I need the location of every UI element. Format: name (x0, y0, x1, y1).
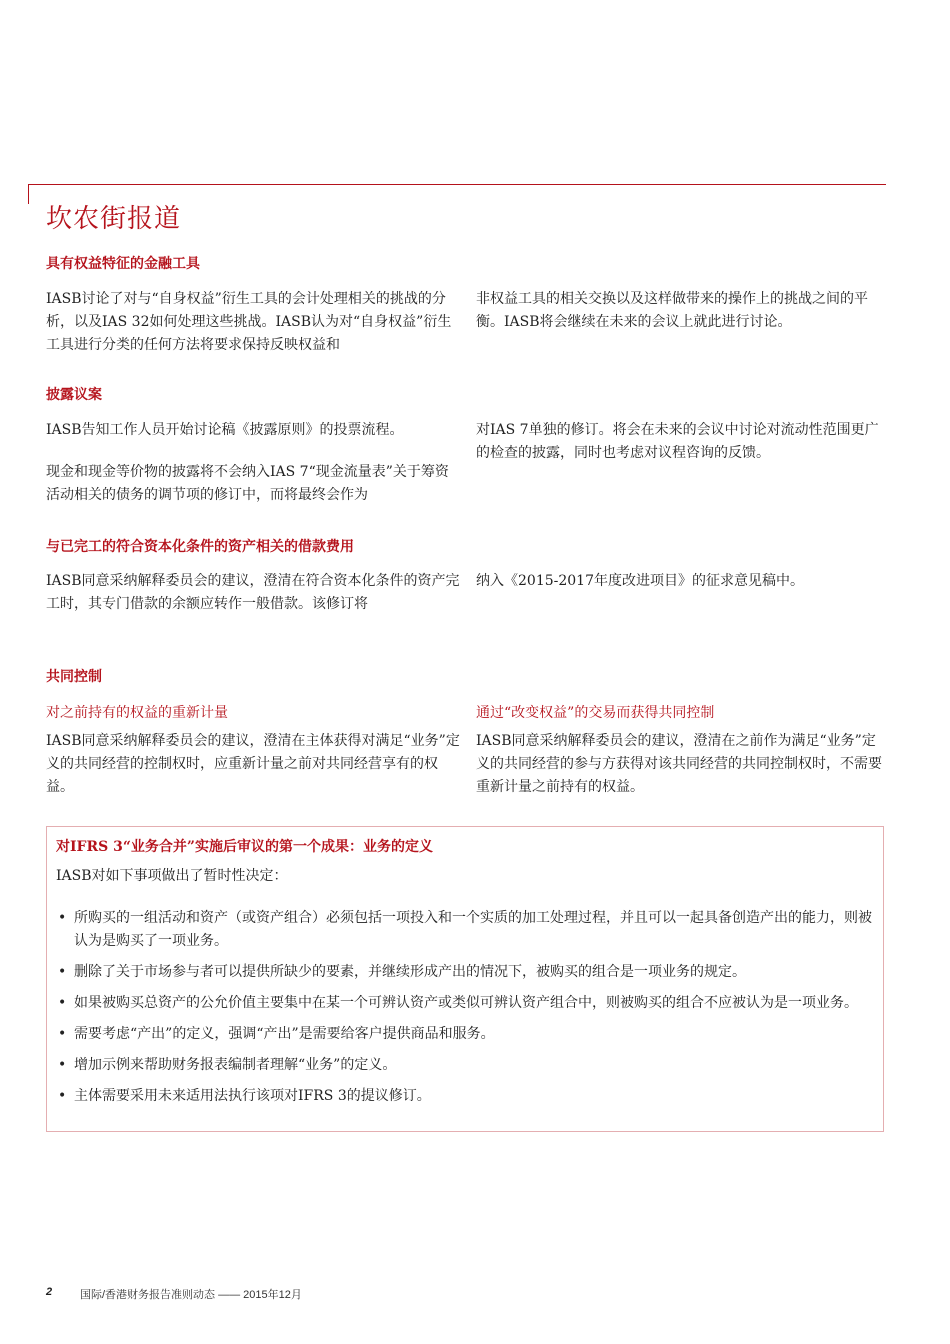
header-rule (28, 184, 886, 185)
joint-left-subheading: 对之前持有的权益的重新计量 (46, 705, 228, 721)
list-item: • 主体需要采用未来适用法执行该项对IFRS 3的提议修订。 (56, 1085, 874, 1108)
disclosure-right-text: 对IAS 7单独的修订。将会在未来的会议中讨论对流动性范围更广的检查的披露，同时也考虑对议程咨询的反馈。 (476, 422, 879, 461)
bullet-icon: • (58, 1026, 67, 1042)
list-item: • 如果被购买总资产的公允价值主要集中在某一个可辨认资产或类似可辨认资产组合中，则被购买的组合不应被认为是一项业务。 (56, 992, 874, 1015)
page-number: 2 (46, 1286, 53, 1298)
disclosure-left-p1: IASB告知工作人员开始讨论稿《披露原则》的投票流程。 (46, 422, 404, 438)
list-item: • 增加示例来帮助财务报表编制者理解“业务”的定义。 (56, 1054, 874, 1077)
borrowing-left-text: IASB同意采纳解释委员会的建议，澄清在符合资本化条件的资产完工时，其专门借款的余额应转作一般借款。该修订将 (46, 573, 460, 612)
bullet-icon: • (58, 910, 67, 926)
section-heading-borrowing: 与已完工的符合资本化条件的资产相关的借款费用 (46, 539, 354, 555)
list-item: • 所购买的一组活动和资产（或资产组合）必须包括一项投入和一个实质的加工处理过程，并且可以一起具备创造产出的能力，则被认为是购买了一项业务。 (56, 907, 874, 953)
section-heading-joint: 共同控制 (46, 669, 102, 685)
bullet-icon: • (58, 995, 67, 1011)
section-heading-disclosure: 披露议案 (46, 387, 102, 403)
equity-left-text: IASB讨论了对与“自身权益”衍生工具的会计处理相关的挑战的分析，以及IAS 32如何处理这些挑战。IASB认为对“自身权益”衍生工具进行分类的任何方法将要求保持反映权益和 (46, 291, 452, 353)
joint-right-subheading: 通过“改变权益”的交易而获得共同控制 (476, 705, 715, 721)
bullet-icon: • (58, 964, 67, 980)
box-intro: IASB对如下事项做出了暂时性决定： (56, 868, 288, 884)
box-title: 对IFRS 3“业务合并”实施后审议的第一个成果：业务的定义 (56, 839, 433, 855)
footer-text: 国际/香港财务报告准则动态 —— 2015年12月 (80, 1289, 302, 1301)
equity-right-text: 非权益工具的相关交换以及这样做带来的操作上的挑战之间的平衡。IASB将会继续在未来的会议上就此进行讨论。 (476, 291, 868, 330)
bullet-icon: • (58, 1057, 67, 1073)
bullet-icon: • (58, 1088, 67, 1104)
joint-right-text: IASB同意采纳解释委员会的建议，澄清在之前作为满足“业务”定义的共同经营的参与方获得对该共同经营的共同控制权时，不需要重新计量之前持有的权益。 (476, 733, 882, 795)
list-item: • 删除了关于市场参与者可以提供所缺少的要素，并继续形成产出的情况下，被购买的组合是一项业务的规定。 (56, 961, 874, 984)
joint-left-text: IASB同意采纳解释委员会的建议，澄清在主体获得对满足“业务”定义的共同经营的控制权时，应重新计量之前对共同经营享有的权益。 (46, 733, 460, 795)
borrowing-right-text: 纳入《2015-2017年度改进项目》的征求意见稿中。 (476, 573, 804, 589)
box-bullet-list (56, 907, 874, 1116)
page-title: 坎农街报道 (46, 204, 182, 234)
disclosure-left-p2: 现金和现金等价物的披露将不会纳入IAS 7“现金流量表”关于筹资活动相关的债务的调节项的修订中，而将最终会作为 (46, 464, 449, 503)
list-item: • 需要考虑“产出”的定义，强调“产出”是需要给客户提供商品和服务。 (56, 1023, 874, 1046)
section-heading-equity: 具有权益特征的金融工具 (46, 256, 200, 272)
header-rule-tick (28, 184, 29, 204)
